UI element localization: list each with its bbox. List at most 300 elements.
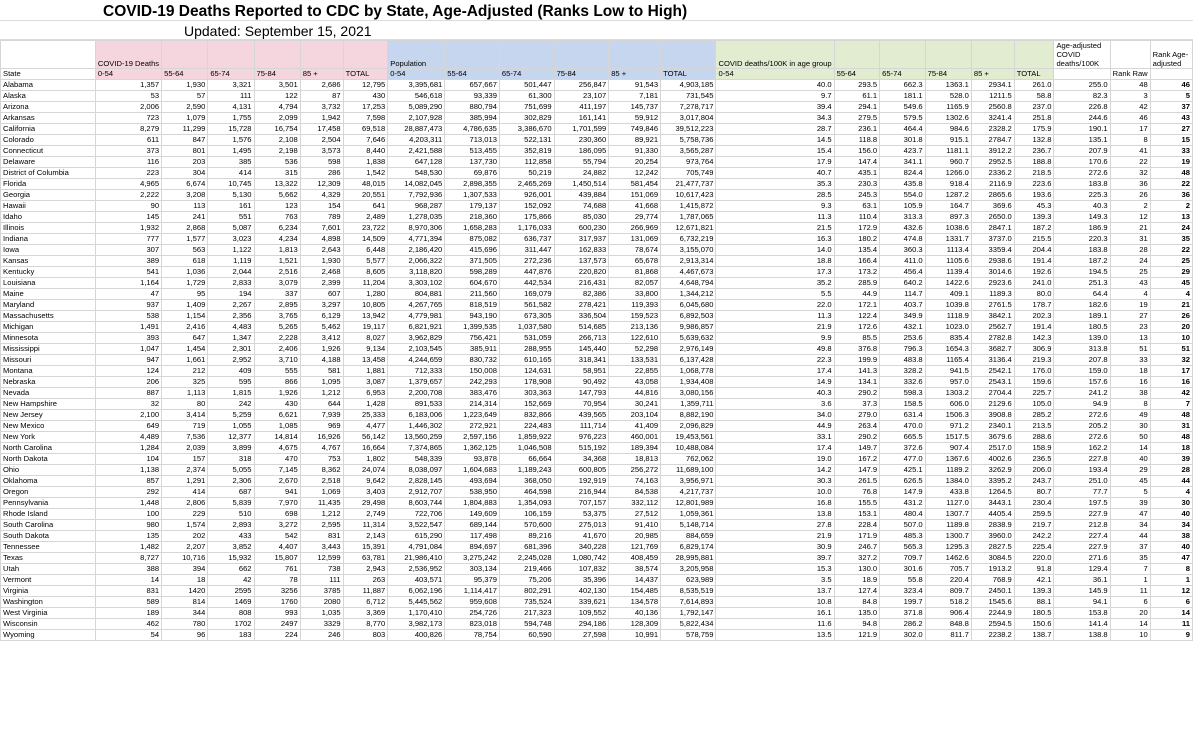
table-row xyxy=(1,190,1193,201)
table-cell: 176.0 xyxy=(1014,366,1054,377)
table-cell: 21,986,410 xyxy=(388,553,445,564)
table-cell: 1,114,417 xyxy=(445,586,500,597)
table-cell: 139.3 xyxy=(1014,212,1054,223)
table-cell: 52,298 xyxy=(609,344,661,355)
table-cell: 907.4 xyxy=(925,443,971,454)
table-cell: 111 xyxy=(208,91,254,102)
sheet-subtitle: Updated: September 15, 2021 xyxy=(184,23,372,39)
table-cell: 984.6 xyxy=(925,124,971,135)
table-cell: 31 xyxy=(1110,234,1150,245)
table-cell: 288.6 xyxy=(1014,432,1054,443)
table-cell: 84.8 xyxy=(834,597,880,608)
table-cell: 803 xyxy=(343,630,388,641)
table-cell: 266,969 xyxy=(609,223,661,234)
table-cell: 11,689,100 xyxy=(661,465,716,476)
table-cell: 598 xyxy=(300,157,343,168)
table-cell: 204.4 xyxy=(1014,245,1054,256)
table-cell: 9.9 xyxy=(716,333,834,344)
table-cell: 87 xyxy=(300,91,343,102)
table-cell: 2080 xyxy=(300,597,343,608)
table-row xyxy=(1,179,1193,190)
table-cell: 6,712 xyxy=(343,597,388,608)
table-cell: 18.8 xyxy=(716,256,834,267)
table-cell: 44,816 xyxy=(609,388,661,399)
table-cell: 2,516 xyxy=(254,267,300,278)
table-cell: 161 xyxy=(208,201,254,212)
table-cell: 1702 xyxy=(208,619,254,630)
table-cell: 45 xyxy=(1110,476,1150,487)
table-cell: 91,543 xyxy=(609,80,661,91)
table-cell: 16,926 xyxy=(300,432,343,443)
table-cell: 223 xyxy=(95,168,161,179)
table-cell: 1,576 xyxy=(208,135,254,146)
table-cell: 318 xyxy=(208,454,254,465)
table-cell: 581,454 xyxy=(609,179,661,190)
table-cell: 2,356 xyxy=(208,311,254,322)
table-cell: 21.9 xyxy=(716,322,834,333)
table-cell: 56,142 xyxy=(343,432,388,443)
table-cell: 2,245,028 xyxy=(499,553,554,564)
table-cell: 618 xyxy=(162,256,208,267)
table-cell: 2,833 xyxy=(208,278,254,289)
table-cell: 227.4 xyxy=(1054,531,1110,542)
table-cell: 325 xyxy=(162,377,208,388)
table-cell: 1211.5 xyxy=(971,91,1014,102)
table-cell: 166.4 xyxy=(834,256,880,267)
table-cell: 10.0 xyxy=(716,487,834,498)
table-cell: 5,130 xyxy=(208,190,254,201)
table-cell: 2,465,269 xyxy=(499,179,554,190)
table-cell: 1303.2 xyxy=(925,388,971,399)
table-cell: 2,913,314 xyxy=(661,256,716,267)
table-row xyxy=(1,234,1193,245)
table-cell: 4,791,084 xyxy=(388,542,445,553)
table-cell: 1,307,533 xyxy=(445,190,500,201)
table-cell: 570,600 xyxy=(499,520,554,531)
table-cell: 2,198 xyxy=(254,146,300,157)
table-cell: 3737.0 xyxy=(971,234,1014,245)
table-row xyxy=(1,245,1193,256)
table-cell: 256,847 xyxy=(554,80,609,91)
table-cell: 2,518 xyxy=(300,476,343,487)
table-cell: 35,396 xyxy=(554,575,609,586)
column-header: 0-54 xyxy=(95,69,161,80)
table-cell: 623,989 xyxy=(661,575,716,586)
table-cell: 24,074 xyxy=(343,465,388,476)
table-cell: 1,357 xyxy=(95,80,161,91)
table-cell: 372.6 xyxy=(880,443,926,454)
table-cell: 371.8 xyxy=(880,608,926,619)
table-cell: 194.5 xyxy=(1054,267,1110,278)
table-cell: 24,882 xyxy=(554,168,609,179)
table-cell: 1384.0 xyxy=(925,476,971,487)
table-cell: 2594.5 xyxy=(971,619,1014,630)
table-cell: 23,107 xyxy=(554,91,609,102)
table-cell: 371,505 xyxy=(445,256,500,267)
table-cell: 894,697 xyxy=(445,542,500,553)
table-cell: 1264.5 xyxy=(971,487,1014,498)
table-cell: 36 xyxy=(1110,179,1150,190)
table-cell: 1,046,508 xyxy=(499,443,554,454)
state-name-cell: Michigan xyxy=(1,322,96,333)
table-cell: 959,608 xyxy=(445,597,500,608)
column-header: State xyxy=(1,69,96,80)
state-name-cell: California xyxy=(1,124,96,135)
table-cell: 203,104 xyxy=(609,410,661,421)
table-cell: 1038.6 xyxy=(925,223,971,234)
state-name-cell: Ohio xyxy=(1,465,96,476)
table-cell: 272.6 xyxy=(1054,410,1110,421)
table-cell: 142.3 xyxy=(1014,333,1054,344)
table-cell: 640.2 xyxy=(880,278,926,289)
table-cell: 91,330 xyxy=(609,146,661,157)
table-cell: 11,314 xyxy=(343,520,388,531)
column-header: 85 + xyxy=(300,69,343,80)
table-cell: 2952.5 xyxy=(971,157,1014,168)
table-cell: 227.8 xyxy=(1054,454,1110,465)
table-cell: 66,664 xyxy=(499,454,554,465)
state-name-cell: Colorado xyxy=(1,135,96,146)
table-cell: 385 xyxy=(208,157,254,168)
table-cell: 272,921 xyxy=(445,421,500,432)
table-cell: 78,674 xyxy=(609,245,661,256)
table-cell: 7,614,893 xyxy=(661,597,716,608)
table-cell: 7,601 xyxy=(300,223,343,234)
table-cell: 47 xyxy=(1110,509,1150,520)
table-cell: 835.4 xyxy=(925,333,971,344)
column-header xyxy=(1054,69,1110,80)
table-cell: 1302.6 xyxy=(925,113,971,124)
table-cell: 332,112 xyxy=(609,498,661,509)
state-name-cell: Hawaii xyxy=(1,201,96,212)
table-cell: 1,428 xyxy=(343,399,388,410)
table-cell: 57 xyxy=(162,91,208,102)
table-cell: 242,293 xyxy=(445,377,500,388)
table-row xyxy=(1,564,1193,575)
table-cell: 14,509 xyxy=(343,234,388,245)
table-row xyxy=(1,377,1193,388)
table-cell: 2847.1 xyxy=(971,223,1014,234)
table-cell: 2328.2 xyxy=(971,124,1014,135)
table-cell: 202 xyxy=(162,531,208,542)
table-row xyxy=(1,388,1193,399)
state-name-cell: New Mexico xyxy=(1,421,96,432)
table-cell: 4 xyxy=(1150,487,1192,498)
table-cell: 246.7 xyxy=(834,542,880,553)
table-cell: 213,136 xyxy=(609,322,661,333)
table-cell: 480.4 xyxy=(880,509,926,520)
state-name-cell: Minnesota xyxy=(1,333,96,344)
table-cell: 439,565 xyxy=(554,410,609,421)
table-cell: 55.8 xyxy=(880,575,926,586)
table-cell: 1,176,033 xyxy=(499,223,554,234)
table-cell: 39 xyxy=(1110,498,1150,509)
table-cell: 53 xyxy=(95,91,161,102)
table-cell: 918.4 xyxy=(925,179,971,190)
table-cell: 1,122 xyxy=(208,245,254,256)
table-cell: 1,448 xyxy=(95,498,161,509)
table-cell: 1,482 xyxy=(95,542,161,553)
table-cell: 3.6 xyxy=(716,399,834,410)
table-cell: 12,671,821 xyxy=(661,223,716,234)
table-cell: 75,206 xyxy=(499,575,554,586)
table-cell: 151,069 xyxy=(609,190,661,201)
table-cell: 175.9 xyxy=(1014,124,1054,135)
table-cell: 6,129 xyxy=(300,311,343,322)
table-row xyxy=(1,531,1193,542)
table-cell: 251.8 xyxy=(1014,113,1054,124)
table-cell: 3785 xyxy=(300,586,343,597)
table-cell: 2,597,156 xyxy=(445,432,500,443)
table-cell: 40.7 xyxy=(716,168,834,179)
table-cell: 147.9 xyxy=(880,487,926,498)
table-cell: 271.6 xyxy=(1054,553,1110,564)
state-name-cell: South Carolina xyxy=(1,520,96,531)
table-cell: 159.6 xyxy=(1014,377,1054,388)
table-cell: 307 xyxy=(95,245,161,256)
table-cell: 615,290 xyxy=(388,531,445,542)
table-cell: 814 xyxy=(162,597,208,608)
table-cell: 10.8 xyxy=(716,597,834,608)
table-cell: 388 xyxy=(95,564,161,575)
table-cell: 294.1 xyxy=(834,102,880,113)
table-cell: 69,518 xyxy=(343,124,388,135)
table-cell: 709.7 xyxy=(880,553,926,564)
table-cell: 411.0 xyxy=(880,256,926,267)
table-cell: 44 xyxy=(1110,531,1150,542)
table-cell: 4,244,659 xyxy=(388,355,445,366)
table-cell: 3,208 xyxy=(162,190,208,201)
table-cell: 707,157 xyxy=(554,498,609,509)
table-cell: 70,954 xyxy=(554,399,609,410)
table-cell: 3,710 xyxy=(254,355,300,366)
table-cell: 1,154 xyxy=(162,311,208,322)
table-row xyxy=(1,300,1193,311)
table-cell: 8 xyxy=(1110,135,1150,146)
table-cell: 433 xyxy=(208,531,254,542)
table-cell: 554.0 xyxy=(880,190,926,201)
table-cell: 6,892,503 xyxy=(661,311,716,322)
table-cell: 3,118,820 xyxy=(388,267,445,278)
column-header: 75-84 xyxy=(925,69,971,80)
table-cell: 2,267 xyxy=(208,300,254,311)
table-cell: 8,440 xyxy=(343,146,388,157)
state-name-cell: Delaware xyxy=(1,157,96,168)
table-cell: 1,291 xyxy=(162,476,208,487)
table-cell: 181.1 xyxy=(880,91,926,102)
table-cell: 11,887 xyxy=(343,586,388,597)
table-cell: 212.8 xyxy=(1054,520,1110,531)
table-cell: 394 xyxy=(162,564,208,575)
table-cell: 2,749 xyxy=(343,509,388,520)
table-cell: 10,716 xyxy=(162,553,208,564)
table-cell: 531,059 xyxy=(499,333,554,344)
table-cell: 51 xyxy=(1110,344,1150,355)
table-cell: 313.3 xyxy=(880,212,926,223)
table-cell: 681,396 xyxy=(499,542,554,553)
table-cell: 2,006 xyxy=(95,102,161,113)
table-cell: 29,498 xyxy=(343,498,388,509)
table-cell: 22 xyxy=(1150,179,1192,190)
table-cell: 47 xyxy=(95,289,161,300)
column-header: 85 + xyxy=(609,69,661,80)
table-cell: 514,685 xyxy=(554,322,609,333)
table-cell: 12,801,989 xyxy=(661,498,716,509)
table-cell: 579.5 xyxy=(880,113,926,124)
table-cell: 303,134 xyxy=(445,564,500,575)
table-cell: 38 xyxy=(1150,531,1192,542)
table-cell: 373 xyxy=(95,146,161,157)
table-cell: 21,477,737 xyxy=(661,179,716,190)
table-cell: 207.8 xyxy=(1054,355,1110,366)
table-cell: 77.7 xyxy=(1054,487,1110,498)
table-cell: 13 xyxy=(1110,333,1150,344)
table-cell: 831 xyxy=(95,586,161,597)
table-cell: 1,934,408 xyxy=(661,377,716,388)
table-cell: 129.4 xyxy=(1054,564,1110,575)
table-cell: 824.4 xyxy=(880,168,926,179)
table-cell: 3136.4 xyxy=(971,355,1014,366)
table-cell: 261.5 xyxy=(834,476,880,487)
table-cell: 211,560 xyxy=(445,289,500,300)
table-cell: 301.8 xyxy=(880,135,926,146)
table-cell: 2562.7 xyxy=(971,322,1014,333)
table-cell: 318,341 xyxy=(554,355,609,366)
table-cell: 705,749 xyxy=(661,168,716,179)
table-cell: 197.5 xyxy=(1054,498,1110,509)
table-cell: 199.7 xyxy=(880,597,926,608)
table-cell: 1,164 xyxy=(95,278,161,289)
table-cell: 18,813 xyxy=(609,454,661,465)
table-cell: 84,538 xyxy=(609,487,661,498)
table-cell: 225.7 xyxy=(1014,388,1054,399)
table-cell: 178,908 xyxy=(499,377,554,388)
table-cell: 10,617,423 xyxy=(661,190,716,201)
table-cell: 649 xyxy=(95,421,161,432)
table-cell: 230,360 xyxy=(554,135,609,146)
table-cell: 3,765 xyxy=(254,311,300,322)
table-row xyxy=(1,498,1193,509)
table-cell: 17.4 xyxy=(716,366,834,377)
table-cell: 230.4 xyxy=(1014,498,1054,509)
table-cell: 14.0 xyxy=(716,245,834,256)
table-cell: 460,001 xyxy=(609,432,661,443)
table-cell: 1,085 xyxy=(254,421,300,432)
table-cell: 28.5 xyxy=(716,190,834,201)
table-cell: 1 xyxy=(1150,575,1192,586)
table-cell: 1,095 xyxy=(300,377,343,388)
table-cell: 116 xyxy=(95,157,161,168)
table-row xyxy=(1,289,1193,300)
table-cell: 3359.4 xyxy=(971,245,1014,256)
table-cell: 522,131 xyxy=(499,135,554,146)
table-cell: 4,489 xyxy=(95,432,161,443)
table-cell: 1363.1 xyxy=(925,80,971,91)
table-cell: 1,881 xyxy=(343,366,388,377)
table-cell: 59,912 xyxy=(609,113,661,124)
table-cell: 2,107,928 xyxy=(388,113,445,124)
table-cell: 2865.6 xyxy=(971,190,1014,201)
table-cell: 598,289 xyxy=(445,267,500,278)
table-cell: 2,952 xyxy=(208,355,254,366)
table-cell: 187.2 xyxy=(1014,223,1054,234)
table-row xyxy=(1,355,1193,366)
table-cell: 8,362 xyxy=(300,465,343,476)
table-cell: 139.3 xyxy=(1014,586,1054,597)
table-cell: 4,267,765 xyxy=(388,300,445,311)
table-cell: 182.6 xyxy=(1054,300,1110,311)
table-cell: 39.7 xyxy=(716,553,834,564)
table-cell: 8 xyxy=(1150,564,1192,575)
table-cell: 13 xyxy=(1150,212,1192,223)
table-cell: 17,253 xyxy=(343,102,388,113)
table-cell: 13,942 xyxy=(343,311,388,322)
table-cell: 2,306 xyxy=(208,476,254,487)
table-cell: 2,806 xyxy=(162,498,208,509)
table-cell: 15.3 xyxy=(716,564,834,575)
table-cell: 4,234 xyxy=(254,234,300,245)
table-cell: 223.6 xyxy=(1014,179,1054,190)
table-cell: 8,027 xyxy=(343,333,388,344)
table-cell: 15,728 xyxy=(208,124,254,135)
table-cell: 1,495 xyxy=(208,146,254,157)
table-cell: 188.8 xyxy=(1014,157,1054,168)
table-cell: 756,421 xyxy=(445,333,500,344)
table-cell: 2238.2 xyxy=(971,630,1014,641)
table-cell: 1506.3 xyxy=(925,410,971,421)
table-row xyxy=(1,443,1193,454)
table-cell: 2923.6 xyxy=(971,278,1014,289)
table-cell: 1,036 xyxy=(162,267,208,278)
table-cell: 58,951 xyxy=(554,366,609,377)
table-cell: 9.3 xyxy=(716,201,834,212)
table-cell: 464.4 xyxy=(880,124,926,135)
table-row xyxy=(1,157,1193,168)
table-cell: 2129.6 xyxy=(971,399,1014,410)
table-cell: 216,944 xyxy=(554,487,609,498)
table-cell: 723 xyxy=(95,113,161,124)
table-cell: 89,921 xyxy=(609,135,661,146)
table-row xyxy=(1,619,1193,630)
table-cell: 1,069 xyxy=(300,487,343,498)
table-cell: 43,058 xyxy=(609,377,661,388)
table-cell: 4,779,981 xyxy=(388,311,445,322)
state-name-cell: New York xyxy=(1,432,96,443)
column-header: TOTAL xyxy=(343,69,388,80)
table-cell: 147.9 xyxy=(834,465,880,476)
table-cell: 595 xyxy=(208,377,254,388)
table-cell: 3,501 xyxy=(254,80,300,91)
table-row xyxy=(1,135,1193,146)
table-cell: 191.4 xyxy=(1014,322,1054,333)
table-cell: 4,648,794 xyxy=(661,278,716,289)
table-cell: 24 xyxy=(1150,223,1192,234)
table-cell: 311,447 xyxy=(499,245,554,256)
table-cell: 192.6 xyxy=(1014,267,1054,278)
table-row xyxy=(1,586,1193,597)
table-cell: 141.4 xyxy=(1054,619,1110,630)
table-cell: 818,519 xyxy=(445,300,500,311)
table-cell: 27 xyxy=(1110,311,1150,322)
table-row xyxy=(1,168,1193,179)
table-cell: 5,089,290 xyxy=(388,102,445,113)
table-cell: 1,838 xyxy=(343,157,388,168)
table-cell: 14 xyxy=(1110,619,1150,630)
table-cell: 7 xyxy=(1150,399,1192,410)
table-cell: 2934.1 xyxy=(971,80,1014,91)
table-cell: 548,530 xyxy=(388,168,445,179)
table-cell: 1,542 xyxy=(343,168,388,179)
